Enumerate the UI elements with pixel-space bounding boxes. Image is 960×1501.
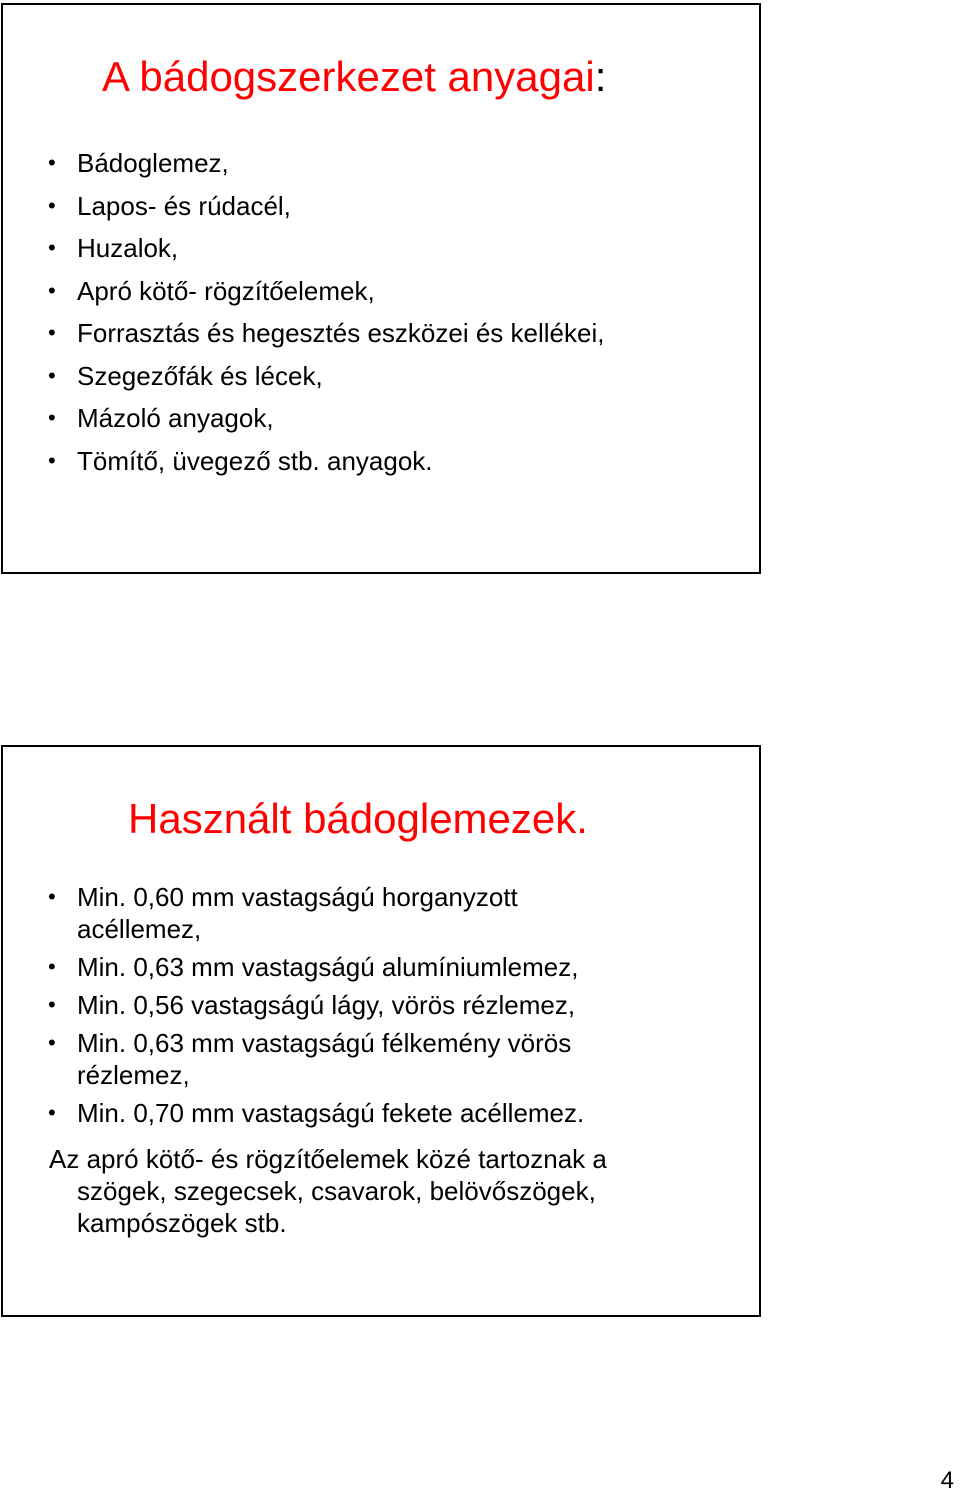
bullet-icon: • bbox=[48, 150, 56, 175]
list-item bbox=[3, 951, 584, 983]
page-number: 4 bbox=[940, 1467, 954, 1494]
bullet-icon: • bbox=[48, 405, 56, 430]
list-item bbox=[3, 399, 604, 442]
fasteners-note bbox=[49, 1143, 749, 1239]
list-item-text: Apró kötő- rögzítőelemek, bbox=[77, 275, 375, 306]
note-line: kampószögek stb. bbox=[77, 1208, 287, 1238]
sheet-metals-list bbox=[3, 881, 584, 1135]
slide-materials bbox=[1, 3, 761, 574]
list-item-text: Min. 0,63 mm vastagságú félkemény vörös bbox=[77, 1028, 572, 1058]
bullet-icon: • bbox=[48, 992, 56, 1017]
title-text: A bádogszerkezet anyagai bbox=[102, 53, 595, 100]
note-line: Az apró kötő- és rögzítőelemek közé tartoznak a bbox=[49, 1144, 607, 1174]
list-item bbox=[3, 144, 604, 187]
note-line: szögek, szegecsek, csavarok, belövőszögek, bbox=[77, 1176, 596, 1206]
bullet-icon: • bbox=[48, 954, 56, 979]
bullet-icon: • bbox=[48, 362, 56, 388]
list-item-text: Huzalok, bbox=[77, 233, 179, 263]
list-item bbox=[3, 1097, 584, 1129]
list-item-text: Min. 0,70 mm vastagságú fekete acéllemez. bbox=[77, 1098, 585, 1128]
list-item-text-cont: acéllemez, bbox=[77, 914, 202, 944]
list-item-text: Lapos- és rúdacél, bbox=[77, 190, 291, 221]
bullet-icon: • bbox=[48, 235, 56, 260]
materials-list bbox=[3, 144, 604, 484]
list-item-text: Forrasztás és hegesztés eszközei és kellékei, bbox=[77, 318, 605, 348]
title-colon: : bbox=[594, 53, 607, 100]
list-item bbox=[3, 1027, 584, 1091]
bullet-icon: • bbox=[48, 192, 56, 218]
list-item-text: Min. 0,60 mm vastagságú horganyzott bbox=[77, 882, 518, 912]
list-item bbox=[3, 881, 584, 945]
slide-title-materials bbox=[102, 53, 606, 101]
bullet-icon: • bbox=[48, 277, 56, 303]
list-item bbox=[3, 357, 604, 400]
list-item bbox=[3, 314, 604, 357]
list-item-text: Tömítő, üvegező stb. anyagok. bbox=[77, 445, 433, 476]
bullet-icon: • bbox=[48, 320, 56, 345]
bullet-icon: • bbox=[48, 1100, 56, 1125]
bullet-icon: • bbox=[48, 1030, 56, 1055]
list-item bbox=[3, 187, 604, 230]
list-item bbox=[3, 442, 604, 485]
bullet-icon: • bbox=[48, 447, 56, 473]
list-item bbox=[3, 272, 604, 315]
list-item bbox=[3, 989, 584, 1021]
slide-title-sheet-metals: Használt bádoglemezek. bbox=[128, 795, 588, 842]
list-item-text: Bádoglemez, bbox=[77, 148, 229, 178]
list-item-text-cont: rézlemez, bbox=[77, 1060, 190, 1090]
list-item bbox=[3, 229, 604, 272]
bullet-icon: • bbox=[48, 884, 56, 909]
slide-sheet-metals bbox=[1, 745, 761, 1317]
list-item-text: Szegezőfák és lécek, bbox=[77, 360, 323, 391]
list-item-text: Min. 0,63 mm vastagságú alumíniumlemez, bbox=[77, 952, 579, 982]
list-item-text: Mázoló anyagok, bbox=[77, 403, 274, 433]
list-item-text: Min. 0,56 vastagságú lágy, vörös rézlemez, bbox=[77, 990, 576, 1020]
